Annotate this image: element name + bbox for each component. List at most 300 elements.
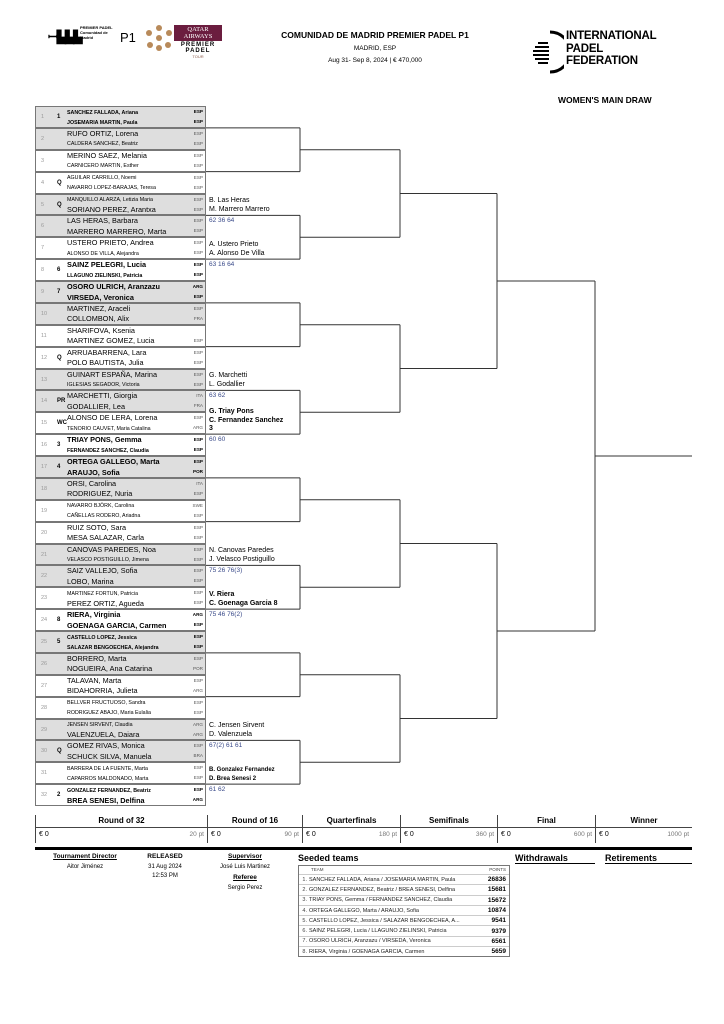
winner-player: C. Jensen Sirvent [209,722,265,730]
entry-seed: 4 [57,464,61,470]
player-name: ARRUABARRENA, Lara [67,347,147,357]
player-country: ESP [193,206,203,212]
entry-seed: 2 [57,792,61,799]
prize-table [35,815,692,843]
entry-number: 9 [41,289,45,295]
player-name: VALENZUELA, Daiara [67,730,140,739]
player-country: ESP [193,371,203,377]
entry-number: 20 [41,529,48,536]
player-country: ESP [193,196,203,202]
player-country: ARG [193,425,203,431]
qatar-airways-text: QATAR AIRWAYS [174,25,222,41]
seed-number: 8. [302,948,307,955]
player-country: ESP [193,556,203,562]
tournament-title: COMUNIDAD DE MADRID PREMIER PADEL P1 [281,30,469,40]
seed-points: 5659 [491,948,506,956]
player-country: ESP [193,534,203,540]
seed-points: 26836 [487,876,506,884]
entry-number: 14 [41,398,48,405]
player-country: FRA [193,403,203,409]
player-country: ESP [193,644,203,649]
player-country: ARG [192,284,203,289]
prize-column-winner [595,815,692,843]
draw-entry[interactable] [35,609,206,631]
entry-number: 10 [41,310,48,317]
player-name: VIRSEDA, Veronica [67,292,134,302]
player-name: BIDAHORRIA, Julieta [67,686,138,696]
player-name: TALAVAN, Marta [67,675,122,685]
draw-entry[interactable] [35,565,206,587]
player-country: BRA [193,753,203,759]
ipf-logo: INTERNATIONAL PADEL FEDERATION [530,30,690,74]
match-score: 75 46 76(2) [209,611,243,619]
draw-entry[interactable] [35,587,206,609]
player-name: MARRERO MARRERO, Marta [67,226,167,236]
prize-round: Quarterfinals [303,815,400,828]
player-country: ESP [193,218,203,224]
player-name: IGLESIAS SEGADOR, Victoria [67,382,140,388]
winner-player: G. Triay Pons [209,408,254,416]
seeded-team-row [299,905,509,915]
player-name: BARRERA DE LA FUENTE, Marta [67,765,148,772]
player-country: ESP [193,490,203,496]
seed-points: 10874 [487,907,506,915]
match-winner [209,197,270,214]
winner-player: D. Brea Senesi 2 [209,775,257,782]
match-winner [209,408,283,434]
entry-number: 26 [41,660,48,667]
player-country: ESP [193,294,203,299]
entry-number: 25 [41,639,48,645]
match-winner [209,241,265,258]
draw-entry[interactable] [35,740,206,762]
player-country: ESP [193,130,203,136]
winner-seed: 3 [209,425,213,433]
prize-points: 360 pt [475,831,494,838]
winner-player: C. Fernandez Sanchez [209,416,284,424]
winner-player: L. Godallier [209,380,245,388]
player-name: LOBO, Marina [67,576,114,586]
draw-entry[interactable] [35,237,206,259]
draw-entry[interactable] [35,784,206,806]
player-name: COLLOMBON, Alix [67,314,130,324]
draw-entry[interactable] [35,434,206,456]
entry-number: 12 [41,354,48,361]
player-country: ESP [193,677,203,683]
seed-number: 4. [302,907,307,914]
player-name: CANOVAS PAREDES, Noa [67,544,156,554]
prize-points: 1000 pt [667,831,689,838]
entry-number: 8 [41,267,45,274]
seed-points: 15672 [487,896,506,904]
entry-seed: 6 [57,267,61,274]
player-name: MARTINEZ FORTUN, Patricia [67,590,139,597]
draw-title: WOMEN'S MAIN DRAW [558,95,652,105]
entry-seed: 8 [57,617,61,624]
player-name: NAVARRO BJÖRK, Carolina [67,503,135,510]
draw-entry[interactable] [35,719,206,741]
seed-team: GONZALEZ FERNANDEZ, Beatriz / BREA SENESI, Delfina [309,886,456,893]
draw-entry[interactable] [35,194,206,216]
seeded-teams-table: TEAM POINTS 1. SANCHEZ FALLADA, Ariana / JOSEMARIA MARTIN, Paula 26836 2. GONZALEZ FERNANDEZ, Beatriz / BREA SENESI, Delfina 15681 3. TRIAY PONS, Gemma / FERNANDEZ SANCHEZ, Claudia 15672 4. ORTEGA GALLEGO, Marta / ARAUJO, Sofia 10874 5. CASTELLO LOPEZ, Jessica / SALAZAR BENGOECHEA, A... 9541 6. SAINZ PELEGRI, Lucia / LLAGUNO ZIELINSKI, Patricia 9379 7. OSORO ULRICH, Aranzazu / VIRSEDA, Veronica 6561 8. RIERA, Virginia / GOENAGA GARCIA, Carmen 5659 [298,865,510,957]
winner-player: N. Canovas Paredes [209,547,274,555]
prize-money: € 0 [306,831,316,838]
player-country: ESP [193,140,203,146]
seed-points: 15681 [487,886,506,894]
player-country: ESP [193,240,203,246]
seed-team: SANCHEZ FALLADA, Ariana / JOSEMARIA MARTIN, Paula [309,876,456,883]
player-country: ESP [193,568,203,574]
player-name: MARCHETTI, Giorgia [67,391,138,401]
player-name: SANCHEZ FALLADA, Ariana [67,109,139,116]
player-name: GUINART ESPAÑA, Marina [67,369,158,379]
player-country: ARG [193,687,203,693]
prize-money: € 0 [404,831,414,838]
player-country: ITA [196,480,203,486]
draw-entry[interactable] [35,150,206,172]
p1-label: P1 [120,30,136,45]
player-name: ALONSO DE VILLA, Alejandra [67,250,139,257]
draw-entry[interactable] [35,325,206,347]
entry-number: 17 [41,464,48,470]
entry-seed: PR [57,398,66,405]
player-country: ARG [192,797,203,803]
prize-round: Winner [596,815,692,828]
draw-entry[interactable] [35,544,206,566]
draw-entry[interactable] [35,347,206,369]
tournament-location: MADRID, ESP [353,45,397,52]
player-country: ESP [193,655,203,661]
seed-team: SAINZ PELEGRI, Lucia / LLAGUNO ZIELINSKI, Patricia [309,928,447,935]
draw-entry[interactable] [35,631,206,653]
entry-number: 1 [41,114,45,120]
seeded-team-row [299,915,509,925]
prize-money: € 0 [599,831,609,838]
draw-entry[interactable] [35,303,206,325]
seed-points: 6561 [491,937,506,945]
tour-text: TOUR [192,54,204,59]
player-name: GOENAGA GARCIA, Carmen [67,620,167,630]
player-country: ESP [193,709,203,715]
player-name: TRIAY PONS, Gemma [67,435,142,445]
comunidad-madrid-logo: ꟷ▙▙▙ PREMIER PADEL Comunidad de Madrid P1 [48,25,136,45]
draw-entry[interactable] [35,215,206,237]
match-winner [209,372,247,389]
tournament-director: Tournament Director Aitor Jiménez [53,853,117,870]
player-country: ARG [193,731,203,737]
player-country: ITA [196,393,203,399]
player-name: VELASCO POSTIGUILLO, Jimena [67,557,149,563]
entry-seed: Q [57,201,62,208]
entry-number: 30 [41,748,48,755]
match-score: 75 26 76(3) [209,567,243,575]
player-name: BORRERO, Marta [67,653,127,663]
prize-money: € 0 [39,831,49,838]
seed-team: OSORO ULRICH, Aranzazu / VIRSEDA, Veronica [309,938,431,945]
prize-money: € 0 [501,831,511,838]
player-name: FERNANDEZ SANCHEZ, Claudia [67,447,149,454]
match-winner [209,722,264,739]
winner-player: V. Riera [209,591,235,599]
player-country: ESP [193,174,203,180]
player-country: ARG [192,612,203,618]
entry-number: 22 [41,573,48,580]
draw-entry[interactable] [35,697,206,719]
seed-number: 5. [302,917,307,924]
winner-player: C. Goenaga Garcia 8 [209,599,278,607]
player-country: ESP [193,349,203,355]
player-country: ESP [193,272,203,278]
player-country: ESP [193,305,203,311]
player-country: ARG [193,721,203,727]
player-name: ALONSO DE LERA, Lorena [67,413,158,423]
prize-points: 600 pt [573,831,592,838]
seed-team: ORTEGA GALLEGO, Marta / ARAUJO, Sofia [309,907,419,914]
winner-player: B. Gonzalez Fernandez [209,767,275,774]
player-name: NAVARRO LOPEZ-BARAJAS, Teresa [67,185,156,192]
winner-player: B. Las Heras [209,197,250,205]
winner-player: A. Ustero Prieto [209,241,259,249]
prize-column-quarterfinals [302,815,400,843]
prize-round: Semifinals [401,815,497,828]
player-country: ESP [193,775,203,781]
entry-seed: 3 [57,442,61,449]
player-name: MARTINEZ GOMEZ, Lucia [67,336,155,346]
player-country: ESP [193,634,203,639]
player-country: ESP [193,787,203,793]
entry-number: 32 [41,792,48,799]
prize-column-round-of-16 [207,815,302,843]
officials: Supervisor José Luis Martinez Referee Sergio Perez [219,853,271,891]
player-name: CALDERA SANCHEZ, Beatriz [67,141,138,148]
draw-entry[interactable] [35,259,206,281]
entry-number: 27 [41,682,48,689]
prize-round: Round of 16 [208,815,302,828]
entry-number: 28 [41,704,48,711]
seed-points: 9379 [491,927,506,935]
player-name: AGUILAR CARRILLO, Noemi [67,175,137,182]
seeded-team-row [299,874,509,884]
seed-number: 6. [302,928,307,935]
player-name: SHARIFOVA, Ksenia [67,325,135,335]
player-country: ESP [193,184,203,190]
entry-number: 2 [41,135,45,142]
player-country: SWE [192,502,203,508]
player-country: ESP [193,699,203,705]
seeded-team-row [299,946,509,956]
winner-player: A. Alonso De Villa [209,249,265,257]
player-country: ESP [193,359,203,365]
player-country: ESP [193,459,203,464]
seed-team: CASTELLO LOPEZ, Jessica / SALAZAR BENGOECHEA, A... [309,917,460,924]
match-winner [209,766,275,783]
seeded-teams-title: Seeded teams [298,853,359,863]
player-name: NOGUEIRA, Ana Catarina [67,664,153,674]
player-country: ESP [193,250,203,256]
draw-entry[interactable] [35,390,206,412]
seeded-team-row [299,936,509,946]
seed-points: 9541 [491,917,506,925]
player-country: ESP [193,262,203,268]
player-name: CAPARROS MALDONADO, Marta [67,775,149,782]
prize-column-round-of-32 [35,815,207,843]
player-name: RODRIGUEZ ABAJO, Maria Eulalia [67,710,151,717]
entry-number: 7 [41,245,45,252]
draw-entry[interactable] [35,369,206,391]
prize-round: Round of 32 [36,815,207,828]
prize-money: € 0 [211,831,221,838]
player-name: GODALLIER, Lea [67,401,125,411]
player-name: SORIANO PEREZ, Arantxa [67,205,156,214]
entry-number: 21 [41,551,48,558]
player-country: ESP [193,578,203,584]
player-name: SALAZAR BENGOECHEA, Alejandra [67,644,159,651]
draw-entry[interactable] [35,128,206,150]
divider [35,847,692,850]
player-name: TENORIO CAUVET, Maria Catalina [67,425,151,432]
draw-entry[interactable] [35,456,206,478]
entry-number: 16 [41,442,48,449]
player-name: CAÑELLAS RODERO, Ariadna [67,513,141,520]
player-country: ESP [193,437,203,443]
match-score: 62 36 64 [209,217,235,225]
seeded-team-row [299,895,509,905]
match-winner [209,591,277,608]
entry-number: 19 [41,507,48,514]
player-name: RUIZ SOTO, Sara [67,522,127,532]
player-country: POR [193,469,203,474]
player-country: ESP [193,152,203,158]
entry-number: 13 [41,376,48,383]
player-name: MANQUILLO ALARZA, Letizia Maria [67,197,153,203]
match-score: 63 16 64 [209,261,235,269]
draw-entry[interactable] [35,412,206,434]
draw-entry[interactable] [35,172,206,194]
seeded-team-row [299,884,509,894]
draw-entry[interactable] [35,675,206,697]
seed-team: TRIAY PONS, Gemma / FERNANDEZ SANCHEZ, Claudia [309,897,453,904]
premier-padel-text: PREMIER PADEL [180,42,216,54]
player-name: RUFO ORTIZ, Lorena [67,128,139,138]
player-country: ESP [193,447,203,453]
seed-number: 3. [302,897,307,904]
entry-number: 4 [41,179,45,186]
player-name: PEREZ ORTIZ, Agueda [67,598,144,608]
draw-entry[interactable] [35,762,206,784]
player-name: ORSI, Carolina [67,478,117,488]
player-name: RIERA, Virginia [67,610,121,620]
entry-number: 6 [41,223,45,230]
player-name: USTERO PRIETO, Andrea [67,238,154,248]
player-country: ESP [193,512,203,518]
player-name: SAINZ PELEGRI, Lucia [67,260,147,270]
player-country: ESP [193,765,203,771]
entry-seed: Q [57,748,62,755]
entry-seed: 1 [57,114,61,120]
draw-entry[interactable] [35,106,206,128]
player-country: ESP [193,228,203,234]
draw-entry[interactable] [35,281,206,303]
player-country: ESP [193,546,203,552]
match-score: 61 62 [209,786,226,794]
player-country: ESP [193,109,203,114]
entry-number: 5 [41,201,45,208]
entry-number: 11 [41,332,47,339]
player-country: FRA [193,315,203,321]
player-name: JOSEMARIA MARTIN, Paula [67,119,138,126]
player-name: SAIZ VALLEJO, Sofia [67,566,138,576]
draw-entry[interactable] [35,522,206,544]
match-winner [209,547,275,564]
entry-number: 18 [41,485,48,492]
entry-seed: WC [57,420,67,427]
player-name: ORTEGA GALLEGO, Marta [67,457,160,466]
player-name: MARTINEZ, Araceli [67,303,131,313]
prize-column-final [497,815,595,843]
prize-points: 90 pt [284,831,299,838]
player-country: ESP [193,415,203,421]
match-score: 60 60 [209,436,226,444]
player-name: MESA SALAZAR, Carla [67,533,145,543]
withdrawals-heading: Withdrawals [515,853,595,864]
player-country: ESP [193,119,203,124]
prize-round: Final [498,815,595,828]
player-name: MERINO SAEZ, Melania [67,150,147,160]
player-name: GONZALEZ FERNANDEZ, Beatriz [67,787,151,794]
seed-number: 7. [302,938,307,945]
player-name: CASTELLO LOPEZ, Jessica [67,634,137,641]
entry-number: 24 [41,617,48,624]
retirements-heading: Retirements [605,853,692,864]
released-info: RELEASED 31 Aug 2024 12:53 PM [147,853,183,879]
player-name: POLO BAUTISTA, Julia [67,358,144,368]
player-country: ESP [193,381,203,387]
winner-player: G. Marchetti [209,372,248,380]
entry-seed: 7 [57,289,61,295]
entry-number: 15 [41,420,48,427]
entry-seed: Q [57,179,62,186]
player-country: ESP [193,524,203,530]
draw-entry[interactable] [35,478,206,500]
winner-player: D. Valenzuela [209,730,253,738]
draw-entry[interactable] [35,500,206,522]
player-country: ESP [193,162,203,168]
player-country: ESP [193,337,203,343]
player-name: RODRIGUEZ, Nuria [67,489,133,499]
winner-player: M. Marrero Marrero [209,205,270,213]
player-name: SCHUCK SILVA, Manuela [67,751,152,761]
prize-points: 20 pt [189,831,204,838]
entry-number: 29 [41,726,48,733]
player-name: ARAUJO, Sofia [67,467,120,477]
draw-entry[interactable] [35,653,206,675]
match-score: 63 62 [209,392,226,400]
player-country: ESP [193,590,203,596]
player-name: GOMEZ RIVAS, Monica [67,741,145,751]
comunidad-logo-text: PREMIER PADEL Comunidad de Madrid [80,25,113,40]
player-country: ESP [193,622,203,628]
player-country: ESP [193,743,203,749]
player-name: BREA SENESI, Delfina [67,795,145,805]
player-country: ESP [193,600,203,606]
seed-number: 2. [302,886,307,893]
entry-number: 23 [41,595,48,602]
match-score: 67(2) 61 61 [209,742,243,750]
prize-column-semifinals [400,815,497,843]
tournament-dates: Aug 31- Sep 8, 2024 | € 470,000 [328,57,422,64]
player-name: CARNICERO MARTIN, Esther [67,163,139,170]
entry-number: 3 [41,157,45,164]
